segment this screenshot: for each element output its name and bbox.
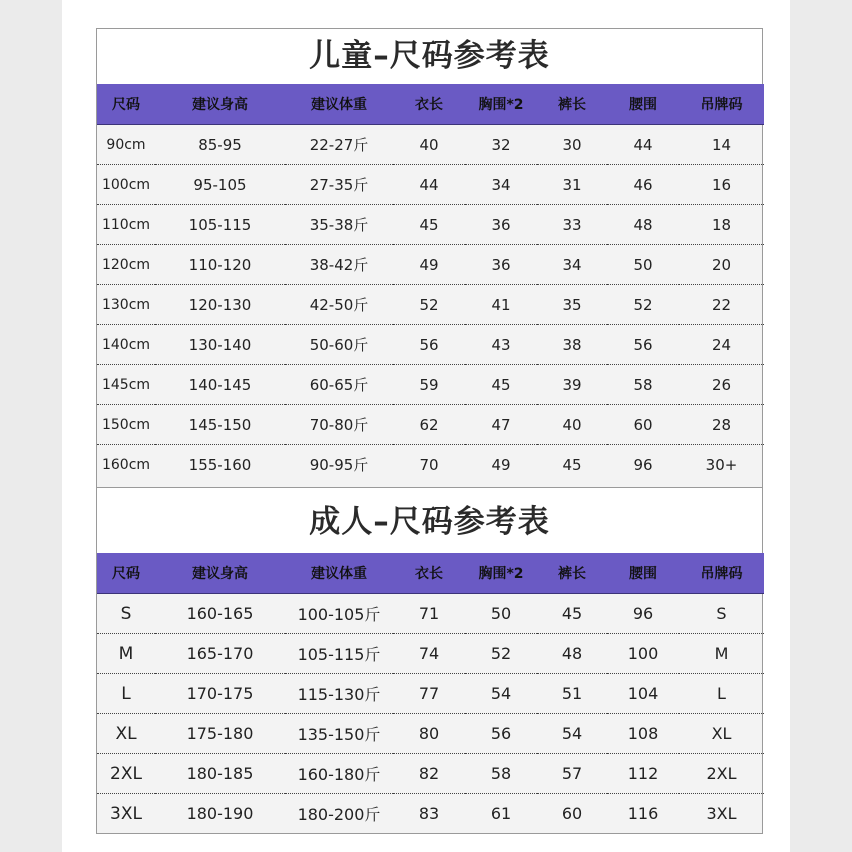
adult-table-cell: 2XL — [97, 754, 155, 794]
adult-table-cell: XL — [97, 714, 155, 754]
adult-table-cell: 108 — [607, 714, 679, 754]
kids-header-cell: 建议身高 — [155, 84, 285, 125]
kids-table-cell: 120-130 — [155, 285, 285, 325]
size-chart — [96, 28, 763, 834]
kids-table-cell: 56 — [607, 325, 679, 365]
adult-table-cell: 116 — [627, 804, 659, 823]
kids-table-cell: 28 — [679, 405, 764, 445]
kids-table-cell: 38-42斤 — [285, 245, 393, 285]
adult-header-cell: 胸围*2 — [465, 553, 537, 594]
kids-table-cell: 45 — [562, 455, 582, 474]
adult-table-cell: 52 — [465, 634, 537, 674]
kids-header-cell: 吊牌码 — [679, 84, 764, 125]
kids-size-table — [97, 84, 764, 484]
adult-table-cell: 180-200斤 — [297, 805, 381, 824]
kids-header-cell: 衣长 — [393, 84, 465, 125]
kids-table-row — [97, 365, 764, 405]
adult-table-cell: 60 — [561, 804, 583, 823]
kids-table-cell: 35-38斤 — [285, 205, 393, 245]
kids-header-cell: 裤长 — [537, 84, 607, 125]
kids-table-row — [97, 405, 764, 445]
adult-table-cell: 165-170 — [155, 634, 285, 674]
adult-header-row — [97, 553, 764, 594]
adult-table-cell: 3XL — [706, 804, 737, 823]
kids-table-row — [97, 445, 764, 485]
kids-table-cell: 150cm — [97, 405, 155, 445]
adult-header-cell: 尺码 — [97, 553, 155, 594]
adult-table-cell: 71 — [393, 594, 465, 634]
kids-table-cell: 45 — [393, 205, 465, 245]
adult-table-cell: 2XL — [679, 754, 764, 794]
adult-table-cell: 45 — [537, 594, 607, 634]
kids-size-section — [97, 29, 762, 484]
kids-table-cell: 49 — [393, 245, 465, 285]
adult-table-cell: 175-180 — [155, 714, 285, 754]
kids-header-cell: 建议体重 — [285, 84, 393, 125]
adult-table-cell: 104 — [607, 674, 679, 714]
kids-table-row — [97, 165, 764, 205]
kids-table-row — [97, 325, 764, 365]
adult-table-row — [97, 594, 764, 634]
kids-table-cell: 42-50斤 — [285, 285, 393, 325]
kids-table-cell: 85-95 — [155, 125, 285, 165]
adult-table-cell: 56 — [465, 714, 537, 754]
kids-table-cell: 105-115 — [155, 205, 285, 245]
adult-table-cell: 135-150斤 — [285, 714, 393, 754]
kids-table-cell: 110cm — [97, 205, 155, 245]
kids-table-cell: 50-60斤 — [285, 325, 393, 365]
adult-table-cell: 83 — [418, 804, 440, 823]
kids-table-cell: 58 — [607, 365, 679, 405]
kids-table-cell: 41 — [465, 285, 537, 325]
kids-table-cell: 40 — [537, 405, 607, 445]
kids-table-cell: 22-27斤 — [285, 125, 393, 165]
kids-table-cell: 39 — [537, 365, 607, 405]
kids-table-cell: 59 — [393, 365, 465, 405]
adult-size-title: 成人–尺码参考表 — [97, 488, 762, 553]
adult-table-row — [97, 794, 764, 834]
adult-table-cell: M — [679, 634, 764, 674]
adult-table-cell: 100 — [607, 634, 679, 674]
kids-table-cell: 40 — [393, 125, 465, 165]
kids-table-cell: 100cm — [97, 165, 155, 205]
adult-table-cell: 105-115斤 — [285, 634, 393, 674]
kids-table-cell: 70 — [419, 455, 439, 474]
kids-table-cell: 36 — [465, 245, 537, 285]
adult-table-cell: 112 — [607, 754, 679, 794]
adult-table-cell: 180-185 — [155, 754, 285, 794]
adult-table-row — [97, 674, 764, 714]
adult-table-cell: 51 — [537, 674, 607, 714]
kids-table-cell: 49 — [491, 455, 511, 474]
kids-table-cell: 16 — [679, 165, 764, 205]
kids-table-cell: 52 — [393, 285, 465, 325]
kids-header-cell: 腰围 — [607, 84, 679, 125]
adult-table-cell: 58 — [465, 754, 537, 794]
adult-table-cell: 61 — [490, 804, 512, 823]
adult-header-cell: 吊牌码 — [679, 553, 764, 594]
adult-header-cell: 建议体重 — [285, 553, 393, 594]
adult-table-cell: 77 — [393, 674, 465, 714]
kids-table-cell: 155-160 — [188, 455, 252, 474]
kids-table-cell: 31 — [537, 165, 607, 205]
kids-table-cell: 27-35斤 — [285, 165, 393, 205]
kids-table-cell: 90cm — [97, 125, 155, 165]
adult-table-cell: M — [97, 634, 155, 674]
kids-header-cell: 尺码 — [97, 84, 155, 125]
kids-table-cell: 46 — [607, 165, 679, 205]
kids-table-cell: 52 — [607, 285, 679, 325]
adult-table-cell: 160-180斤 — [285, 754, 393, 794]
kids-table-cell: 44 — [607, 125, 679, 165]
adult-header-cell: 裤长 — [537, 553, 607, 594]
adult-table-cell: L — [679, 674, 764, 714]
adult-table-cell: 100-105斤 — [285, 594, 393, 634]
kids-table-cell: 140-145 — [155, 365, 285, 405]
adult-header-cell: 衣长 — [393, 553, 465, 594]
kids-table-cell: 30+ — [705, 455, 738, 474]
kids-table-cell: 70-80斤 — [285, 405, 393, 445]
kids-table-cell: 60 — [607, 405, 679, 445]
kids-table-cell: 90-95斤 — [309, 456, 369, 474]
kids-table-cell: 130cm — [97, 285, 155, 325]
kids-table-row — [97, 205, 764, 245]
adult-table-cell: 74 — [393, 634, 465, 674]
adult-table-row — [97, 634, 764, 674]
adult-table-row — [97, 714, 764, 754]
kids-table-cell: 50 — [607, 245, 679, 285]
adult-header-cell: 腰围 — [607, 553, 679, 594]
adult-table-cell: 82 — [393, 754, 465, 794]
adult-size-section — [97, 487, 762, 833]
kids-table-cell: 22 — [679, 285, 764, 325]
kids-table-cell: 30 — [537, 125, 607, 165]
adult-table-cell: 170-175 — [155, 674, 285, 714]
adult-table-row — [97, 754, 764, 794]
kids-table-cell: 26 — [679, 365, 764, 405]
kids-table-cell: 18 — [679, 205, 764, 245]
adult-table-cell: 54 — [537, 714, 607, 754]
kids-table-cell: 145-150 — [155, 405, 285, 445]
adult-table-cell: 3XL — [110, 803, 142, 824]
adult-table-cell: 54 — [465, 674, 537, 714]
kids-table-cell: 24 — [679, 325, 764, 365]
kids-table-cell: 145cm — [97, 365, 155, 405]
adult-table-cell: S — [679, 594, 764, 634]
kids-table-cell: 96 — [633, 455, 653, 474]
adult-table-cell: 160-165 — [155, 594, 285, 634]
kids-table-cell: 43 — [465, 325, 537, 365]
adult-table-cell: 48 — [537, 634, 607, 674]
kids-table-row — [97, 245, 764, 285]
kids-table-cell: 95-105 — [155, 165, 285, 205]
kids-table-cell: 38 — [537, 325, 607, 365]
adult-table-cell: 50 — [465, 594, 537, 634]
kids-table-cell: 20 — [679, 245, 764, 285]
adult-table-cell: 57 — [537, 754, 607, 794]
kids-table-cell: 60-65斤 — [285, 365, 393, 405]
kids-header-row — [97, 84, 764, 125]
kids-table-cell: 160cm — [101, 456, 151, 473]
kids-table-cell: 32 — [465, 125, 537, 165]
kids-table-cell: 110-120 — [155, 245, 285, 285]
adult-table-cell: S — [97, 594, 155, 634]
adult-table-cell: 80 — [393, 714, 465, 754]
kids-table-cell: 36 — [465, 205, 537, 245]
kids-table-cell: 45 — [465, 365, 537, 405]
adult-header-cell: 建议身高 — [155, 553, 285, 594]
adult-table-cell: XL — [679, 714, 764, 754]
kids-table-cell: 34 — [537, 245, 607, 285]
kids-header-cell: 胸围*2 — [465, 84, 537, 125]
kids-table-cell: 56 — [393, 325, 465, 365]
kids-table-cell: 14 — [679, 125, 764, 165]
kids-table-cell: 48 — [607, 205, 679, 245]
adult-size-table — [97, 553, 764, 833]
kids-table-cell: 35 — [537, 285, 607, 325]
kids-table-cell: 120cm — [97, 245, 155, 285]
kids-table-cell: 62 — [393, 405, 465, 445]
kids-table-row — [97, 125, 764, 165]
kids-size-title: 儿童–尺码参考表 — [97, 29, 762, 84]
adult-table-cell: 115-130斤 — [285, 674, 393, 714]
kids-table-cell: 44 — [393, 165, 465, 205]
kids-table-cell: 140cm — [97, 325, 155, 365]
kids-table-cell: 34 — [465, 165, 537, 205]
kids-table-cell: 47 — [465, 405, 537, 445]
kids-table-cell: 130-140 — [155, 325, 285, 365]
adult-table-cell: 180-190 — [186, 804, 254, 823]
adult-table-cell: 96 — [607, 594, 679, 634]
adult-table-cell: L — [97, 674, 155, 714]
kids-table-row — [97, 285, 764, 325]
kids-table-cell: 33 — [537, 205, 607, 245]
